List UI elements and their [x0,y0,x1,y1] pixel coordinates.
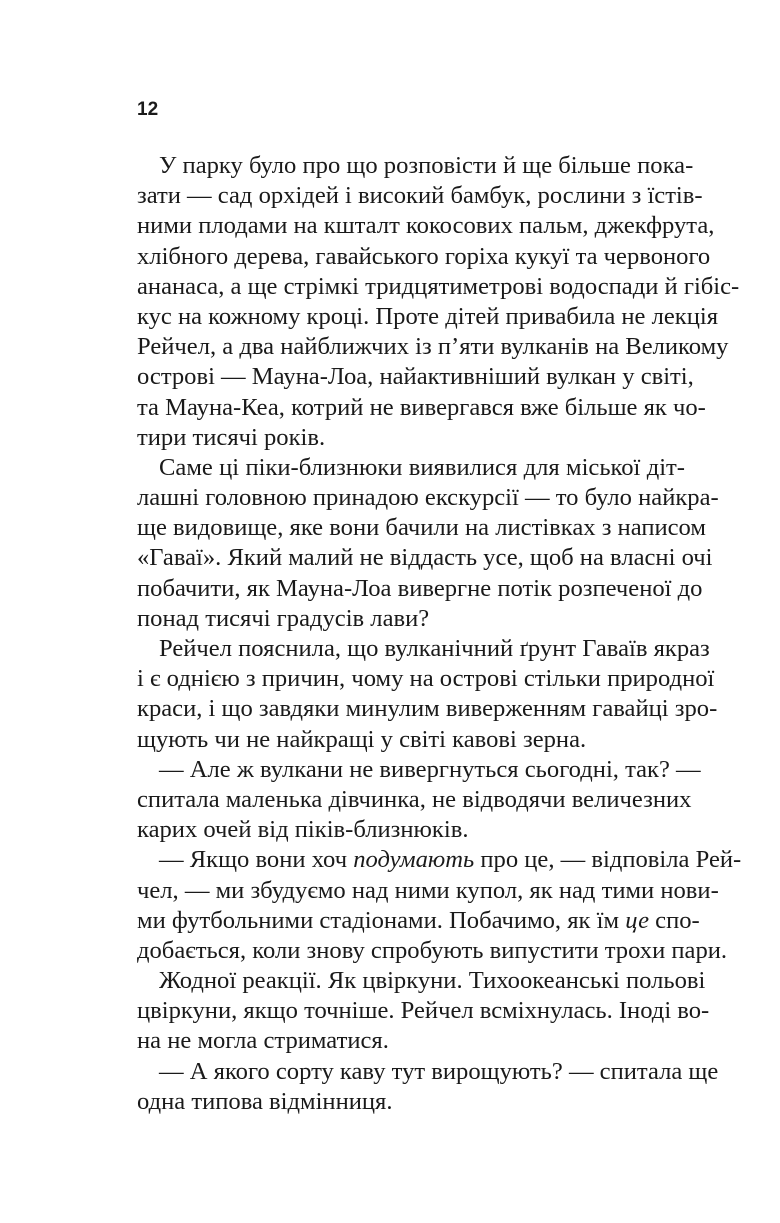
body-text [137,151,742,1117]
text-line: лашні головною принадою екскурсії — то було найкра- [137,484,719,512]
text-run: чел, — ми збудуємо над ними купол, як над тими нови- [137,876,719,904]
text-line: понад тисячі градусів лави? [137,604,430,632]
text-line: карих очей від піків-близнюків. [137,816,469,844]
text-line: краси, і що завдяки минулим виверженням гавайці зро- [137,695,718,723]
text-line: — Але ж вулкани не вивергнуться сьогодні, так? — [159,755,701,783]
text-line: ними плодами на кшталт кокосових пальм, джекфрута, [137,212,715,240]
text-line: на не могла стриматися. [137,1027,389,1055]
text-run: про це, — відповіла Рей- [474,846,742,874]
text-line: острові — Мауна-Лоа, найактивніший вулкан у світі, [137,363,694,391]
text-run: ми футбольними стадіонами. Побачимо, як їм [137,906,626,934]
italic-text: це [625,906,650,934]
paragraph-7 [137,1057,719,1117]
paragraph-3 [137,634,718,755]
text-line: Рейчел, а два найближчих із п’яти вулканів на Великому [137,333,729,361]
text-line: ананаса, а ще стрімкі тридцятиметрові водоспади й гібіс- [137,272,740,300]
text-run: — Якщо вони хоч [159,846,354,874]
text-line: Саме ці піки-близнюки виявилися для міської діт- [159,453,685,481]
text-line: — А якого сорту каву тут вирощують? — спитала ще [159,1057,719,1085]
text-line: У парку було про що розповісти й ще більше пока- [159,152,694,179]
paragraph-6 [137,966,710,1057]
text-line: Жодної реакції. Як цвіркуни. Тихоокеанські польові [159,967,706,995]
paragraph-2 [137,453,719,634]
paragraph-5 [137,845,742,966]
text-run: спо- [649,906,700,934]
text-line: хлібного дерева, гавайського горіха кукуї та червоного [137,242,711,270]
page-number: 12 [137,99,159,120]
text-line [137,876,719,906]
text-line: спитала маленька дівчинка, не відводячи величезних [137,785,692,813]
text-line: ще видовище, яке вони бачили на листівках з написом [137,514,706,542]
text-line: побачити, як Мауна-Лоа вивергне потік розпеченої до [137,574,703,602]
paragraph-4 [137,755,701,846]
text-line: Рейчел пояснила, що вулканічний ґрунт Гаваїв якраз [159,635,710,662]
text-run: добається, коли знову спробують випустити трохи пари. [137,936,728,964]
text-line [137,906,700,936]
italic-text: подумають [353,846,475,874]
paragraph-1 [137,151,740,453]
text-line: і є однією з причин, чому на острові стільки природної [137,665,715,693]
text-line: та Мауна-Кеа, котрий не вивергався вже більше як чо- [137,393,706,421]
text-line: щують чи не найкращі у світі кавові зерна. [137,725,587,753]
text-line: одна типова відмінниця. [137,1087,393,1115]
text-line [137,936,728,966]
text-line: цвіркуни, якщо точніше. Рейчел всміхнулась. Іноді во- [137,997,710,1025]
text-line: тири тисячі років. [137,423,326,451]
text-line: кус на кожному кроці. Проте дітей привабила не лекція [137,302,719,330]
text-line: «Гаваї». Який малий не віддасть усе, щоб на власні очі [137,544,713,572]
text-line: зати — сад орхідей і високий бамбук, рослини з їстів- [137,182,703,210]
text-line [137,845,742,875]
